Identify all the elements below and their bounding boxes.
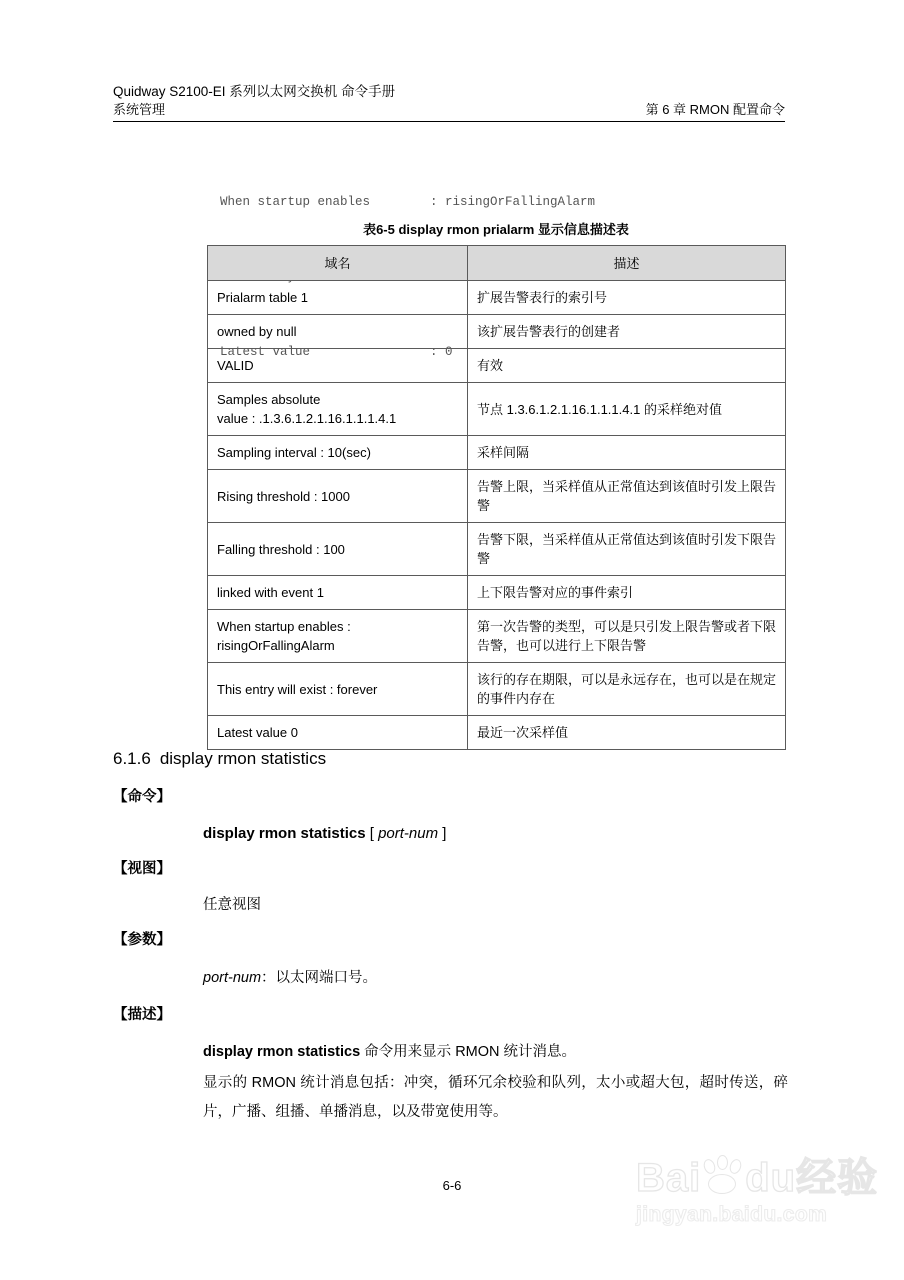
table-cell-field: Rising threshold : 1000 <box>208 470 468 523</box>
command-bracket-close: ] <box>442 825 447 842</box>
section-number: 6.1.6 <box>113 749 151 768</box>
console-line-label: When startup enables <box>220 195 371 209</box>
header-chapter: 第 6 章 RMON 配置命令 <box>645 102 785 117</box>
param-block-label: 【参数】 <box>113 932 171 948</box>
table-cell-field: linked with event 1 <box>208 576 468 610</box>
header-doc-title: Quidway S2100-EI 系列以太网交换机 命令手册 <box>113 84 396 99</box>
view-block-body: 任意视图 <box>203 897 261 913</box>
table-cell-desc: 该行的存在期限，可以是永远存在，也可以是在规定的事件内存在 <box>468 663 786 716</box>
table-header-desc: 描述 <box>468 246 786 281</box>
table-row <box>208 716 786 750</box>
param-block-body <box>203 965 377 991</box>
description-command-bold: display rmon statistics <box>203 1044 361 1060</box>
description-paragraph-1 <box>203 1038 788 1067</box>
view-block-label: 【视图】 <box>113 861 171 877</box>
table-row <box>208 383 786 436</box>
description-block-body <box>203 1038 788 1127</box>
table-cell-field-line2: value : .1.3.6.1.2.1.16.1.1.1.4.1 <box>217 411 397 426</box>
description-paragraph-2: 显示的 RMON 统计消息包括：冲突，循环冗余校验和队列，太小或超大包，超时传送，碎片，广播、组播、单播消息，以及带宽使用等。 <box>203 1075 788 1120</box>
table-head <box>208 246 786 281</box>
table-cell-field-line2: risingOrFallingAlarm <box>217 638 335 653</box>
table-row <box>208 610 786 663</box>
table-row <box>208 576 786 610</box>
table-cell-desc: 告警上限，当采样值从正常值达到该值时引发上限告警 <box>468 470 786 523</box>
prialarm-description-table <box>207 245 786 750</box>
command-block-label: 【命令】 <box>113 789 171 805</box>
table-cell-field: Latest value 0 <box>208 716 468 750</box>
table-header-field: 域名 <box>208 246 468 281</box>
description-block-label: 【描述】 <box>113 1007 171 1023</box>
table-header-row <box>208 246 786 281</box>
command-bracket-open: [ <box>369 825 374 842</box>
header-divider <box>113 121 785 122</box>
table-cell-field: owned by null <box>208 315 468 349</box>
table-cell-field-line1: When startup enables : <box>217 619 351 634</box>
page-number: 6-6 <box>442 1178 462 1193</box>
table-row <box>208 281 786 315</box>
console-line-value: : risingOrFallingAlarm <box>430 195 596 209</box>
table-row <box>208 436 786 470</box>
table-row <box>208 315 786 349</box>
table-cell-desc: 节点 1.3.6.1.2.1.16.1.1.1.4.1 的采样绝对值 <box>468 383 786 436</box>
table-cell-desc: 上下限告警对应的事件索引 <box>468 576 786 610</box>
header-subtitle: 系统管理 <box>113 102 166 117</box>
table-cell-field-line1: Samples absolute <box>217 392 321 407</box>
table-cell-field: Sampling interval : 10(sec) <box>208 436 468 470</box>
param-name: port-num <box>203 970 262 986</box>
watermark-prefix: Bai <box>636 1156 702 1200</box>
table-cell-desc: 最近一次采样值 <box>468 716 786 750</box>
table-cell-field: VALID <box>208 349 468 383</box>
table-body <box>208 281 786 750</box>
table-row <box>208 470 786 523</box>
table-row <box>208 663 786 716</box>
table-cell-field: This entry will exist : forever <box>208 663 468 716</box>
table-row <box>208 523 786 576</box>
table-cell-field <box>208 383 468 436</box>
watermark-suffix: du <box>745 1156 797 1200</box>
table-cell-desc: 第一次告警的类型，可以是只引发上限告警或者下限告警，也可以进行上下限告警 <box>468 610 786 663</box>
table-cell-desc: 有效 <box>468 349 786 383</box>
watermark-cn: 经验 <box>796 1156 879 1200</box>
watermark-subtext: jingyan.baidu.com <box>636 1203 828 1226</box>
command-parameter: port-num <box>378 825 439 842</box>
section-heading <box>113 747 326 771</box>
table-caption: 表6-5 display rmon prialarm 显示信息描述表 <box>363 222 629 237</box>
param-description: ：以太网端口号。 <box>261 970 378 986</box>
command-syntax-bold: display rmon statistics <box>203 825 366 842</box>
table-cell-desc: 采样间隔 <box>468 436 786 470</box>
table-cell-field: Prialarm table 1 <box>208 281 468 315</box>
header-second-row <box>113 101 785 121</box>
table-cell-desc: 扩展告警表行的索引号 <box>468 281 786 315</box>
section-title: display rmon statistics <box>159 749 327 768</box>
table-cell-field: Falling threshold : 100 <box>208 523 468 576</box>
command-block-body <box>203 821 446 847</box>
running-header <box>113 82 785 122</box>
table-cell-desc: 告警下限，当采样值从正常值达到该值时引发下限告警 <box>468 523 786 576</box>
console-line-label: Latest value <box>220 345 311 359</box>
console-line-value: : 0 <box>430 345 453 359</box>
description-line1-rest: 命令用来显示 RMON 统计消息。 <box>360 1044 577 1060</box>
table-cell-desc: 该扩展告警表行的创建者 <box>468 315 786 349</box>
console-line <box>220 190 595 215</box>
table-row <box>208 349 786 383</box>
table-cell-field <box>208 610 468 663</box>
